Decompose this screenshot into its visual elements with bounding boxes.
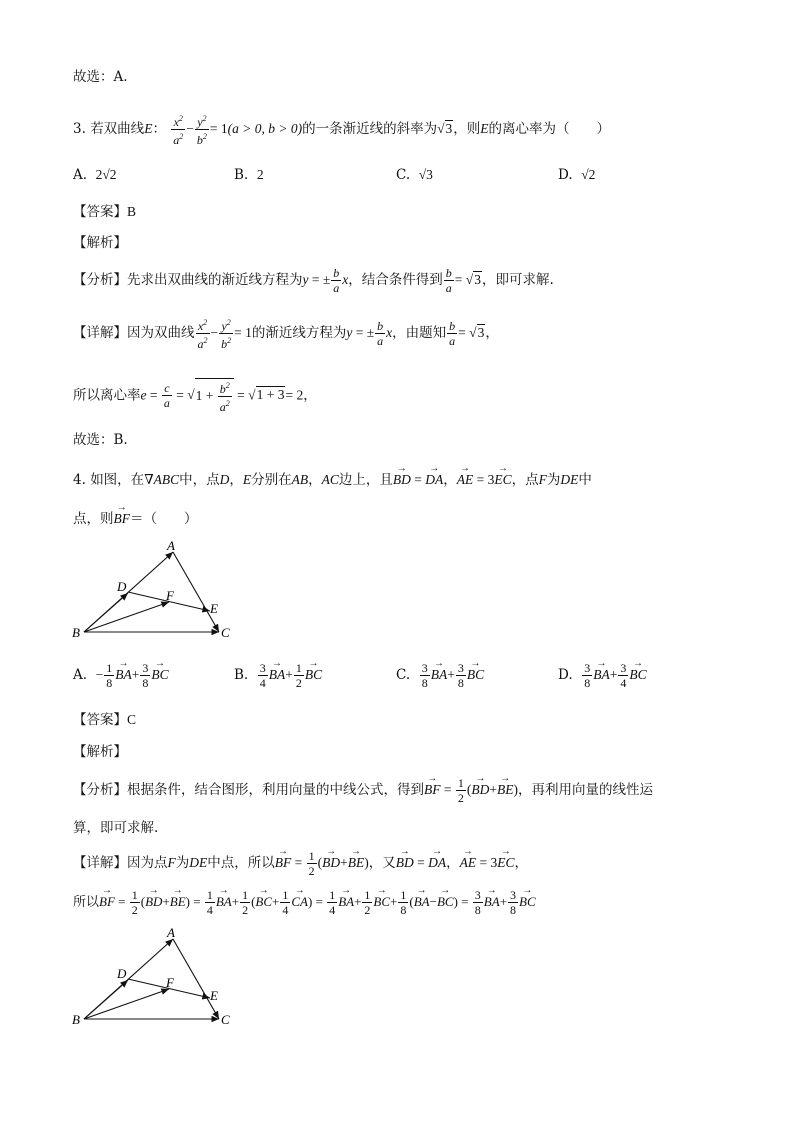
label-c-2: C (221, 1012, 230, 1027)
label-b: B (72, 625, 80, 640)
q4-option-c: C. $\frac{3}{8}$ → BA+ $\frac{3}{8}$ → BC (396, 660, 484, 690)
q3-option-c: C. √3 (396, 167, 433, 183)
q4-option-d: D. $\frac{3}{8}$ → BA+ $\frac{3}{4}$ → BC (558, 660, 647, 690)
q3-conclusion: 故选：B. (73, 432, 128, 448)
q4-stem-line2: 点，则→ BF＝（ ） (73, 509, 198, 529)
q4-analysis-tag: 【解析】 (73, 744, 127, 760)
label-e: E (210, 601, 218, 616)
q3-option-d: D. √2 (558, 167, 596, 183)
q3-eccentricity: 所以离心率e = $\frac{c}{a}$ = √1 + $\frac{b^2}{a^2}$ = √1 + 3= 2， (73, 378, 317, 414)
q4-derivation: 所以→ BF = $\frac{1}{2}$ (→ BD+→ BE) = $\frac{1}{4}$ → BA+ $\frac{1}{2}$ (→ BC+ $\frac{1}{4}$ → CA) = $\frac{1}{4}$ → BA+ $\frac{1}{2}$ → BC+ $\frac{1}{8}$ (→ BA−→ BC) = $\frac{3}{8}$ → BA+ $\frac{3}{8}$ → BC (73, 886, 536, 919)
q4-triangle-figure-2 (70, 925, 240, 1029)
q3-option-a: A. 2√2 (73, 167, 117, 183)
q4-stem-line1: 4. 如图，在∇ABC中，点D，E分别在AB，AC边上，且→ BD = → DA，→ AE = 3→ EC，点F为DE中 (73, 467, 592, 493)
label-b-2: B (72, 1012, 80, 1027)
q4-answer: 【答案】C (73, 712, 137, 728)
q3-option-b: B. 2 (234, 167, 264, 183)
q3-answer: 【答案】B (73, 204, 137, 220)
q3-xiangjie: 【详解】因为双曲线 $\frac{x^2}{a^2}$ − $\frac{y^2}{b^2}$ = 1的渐近线方程为y = ± $\frac{b}{a}$ x，由题知 $\frac{b}{a}$ = √3， (73, 318, 499, 351)
label-e-2: E (210, 988, 218, 1003)
q4-fenxi: 【分析】根据条件，结合图形，利用向量的中线公式，得到→ BF = $\frac{1}{2}$ (→ BD+→ BE)，再利用向量的线性运 (73, 774, 653, 806)
label-a-2: A (167, 925, 175, 940)
q4-option-a: A. − $\frac{1}{8}$ → BA+ $\frac{3}{8}$ → BC (73, 660, 169, 690)
label-c: C (221, 625, 230, 640)
q4-triangle-figure (70, 538, 240, 642)
q3-analysis-tag: 【解析】 (73, 235, 127, 251)
q4-option-b: B. $\frac{3}{4}$ → BA+ $\frac{1}{2}$ → BC (234, 660, 322, 690)
label-d-2: D (117, 966, 127, 981)
q4-xiangjie: 【详解】因为点F为DE中点，所以→ BF = $\frac{1}{2}$ (→ BD+→ BE)，又→ BD = → DA，→ AE = 3→ EC， (73, 848, 528, 878)
q3-fenxi: 【分析】先求出双曲线的渐近线方程为y = ± $\frac{b}{a}$ x，结合条件得到 $\frac{b}{a}$ = √3，即可求解. (73, 266, 554, 295)
q3-number: 3. (73, 121, 86, 137)
label-d: D (117, 579, 127, 594)
label-f: F (166, 588, 174, 603)
q4-fenxi-line2: 算，即可求解. (73, 820, 159, 836)
label-f-2: F (166, 975, 174, 990)
label-a: A (167, 538, 175, 553)
q2-conclusion: 故选：A. (73, 69, 128, 85)
q3-stem: 3. 若双曲线E： $\frac{x^2}{a^2}$ − $\frac{y^2}{b^2}$ = 1(a > 0, b > 0)的一条渐近线的斜率为√3，则E的离心率为（ ） (73, 114, 610, 147)
